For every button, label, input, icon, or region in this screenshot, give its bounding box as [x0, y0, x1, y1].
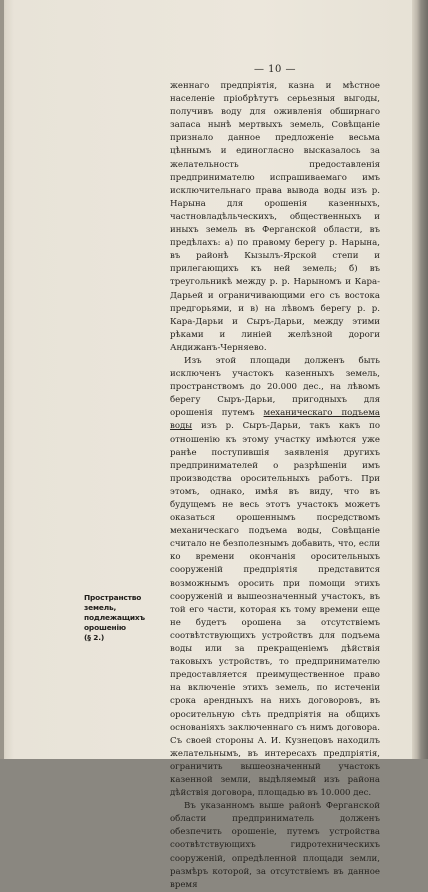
paragraph-2-part-2: изъ р. Сыръ-Дарьи, такъ какъ по отношенiю къ этому участку имѣются уже ранѣе поступившiя заявленiя другихъ предпринимателей о разрѣшенiи имъ производства оросительныхъ работъ. При этомъ, однако, имѣя въ виду, что въ будущемъ не весь этотъ участокъ можетъ оказаться орошеннымъ посредствомъ механическаго подъема воды, Совѣщанiе считало не безполезнымъ добавить, что, если ко времени окончанiя оросительныхъ сооруженiй предпрiятiя представится возможнымъ оросить при помощи этихъ сооруженiй и вышеозначенный участокъ, въ той его части, которая къ тому времени еще не будетъ орошена за отсутствiемъ соотвѣтствующихъ устройствъ для подъема воды или за прекращенiемъ дѣйствiя таковыхъ устройствъ, то предпринимателю предоставляется преимущественное право на включенiе этихъ земель, по истеченiи срока арендныхъ на нихъ договоровъ, въ оросительную сѣть предпрiятiя на общихъ основанiяхъ заключеннаго съ нимъ договора. Съ своей стороны А. И. Кузнецовъ находилъ желательнымъ, въ интересахъ предпрiятiя, ограничить вышеозначенный участокъ казенной земли, выдѣляемый изъ района дѣйствiя договора, площадью въ 10.000 дес.: [170, 421, 380, 799]
underlined-phrase: механическаго подъема воды: [170, 408, 380, 432]
paragraph-1: женнаго предпрiятiя, казна и мѣстное населенiе прiобрѣтутъ серьезныя выгоды, получивъ воду для оживленiя обширнаго запаса нынѣ мертвыхъ земель, Совѣщанiе признало данное предложенiе весьма цѣннымъ и единогласно высказалось за желательность предоставленiя предпринимателю испрашиваемаго имъ исключительнаго права вывода воды изъ р. Нарына для орошенiя казенныхъ, частновладѣльческихъ, общественныхъ и иныхъ земель въ Ферганской области, въ предѣлахъ: а) по правому берегу р. Нарына, въ районѣ Кызылъ-Ярской степи и прилегающихъ къ ней земель; б) въ треугольникѣ между р. р. Нарыномъ и Кара-Дарьей и ограничивающими его съ востока предгорьями, и в) на лѣвомъ берегу р. р. Кара-Дарьи и Сыръ-Дарьи, между этими рѣками и линiей желѣзной дороги Андижанъ-Черняево.: [170, 81, 380, 353]
margin-note-line-3: (§ 2.): [84, 633, 105, 642]
body-text: [170, 80, 380, 892]
binding-shadow: [0, 0, 4, 759]
margin-note-line-2: подлежащихъ орошенiю: [84, 613, 145, 632]
page-number: — 10 —: [253, 64, 297, 75]
page-edge: [412, 0, 428, 759]
margin-note: [84, 593, 168, 643]
paragraph-2: [170, 355, 380, 800]
paragraph-2-part-1: Изъ этой площади долженъ быть исключенъ участокъ казенныхъ земель, пространствомъ до 20.000 дес., на лѣвомъ берегу Сыръ-Дарьи, пригодныхъ для орошенiя путемъ: [170, 355, 380, 419]
paragraph-3: Въ указанномъ выше районѣ Ферганской области предприниматель долженъ обезпечить орошенiе, путемъ устройства соотвѣтствующихъ гидротехническихъ сооруженiй, опредѣленной площади земли, размѣръ которой, за отсутствiемъ въ данное время: [170, 801, 380, 890]
margin-note-line-1: Пространство земель,: [84, 593, 142, 612]
